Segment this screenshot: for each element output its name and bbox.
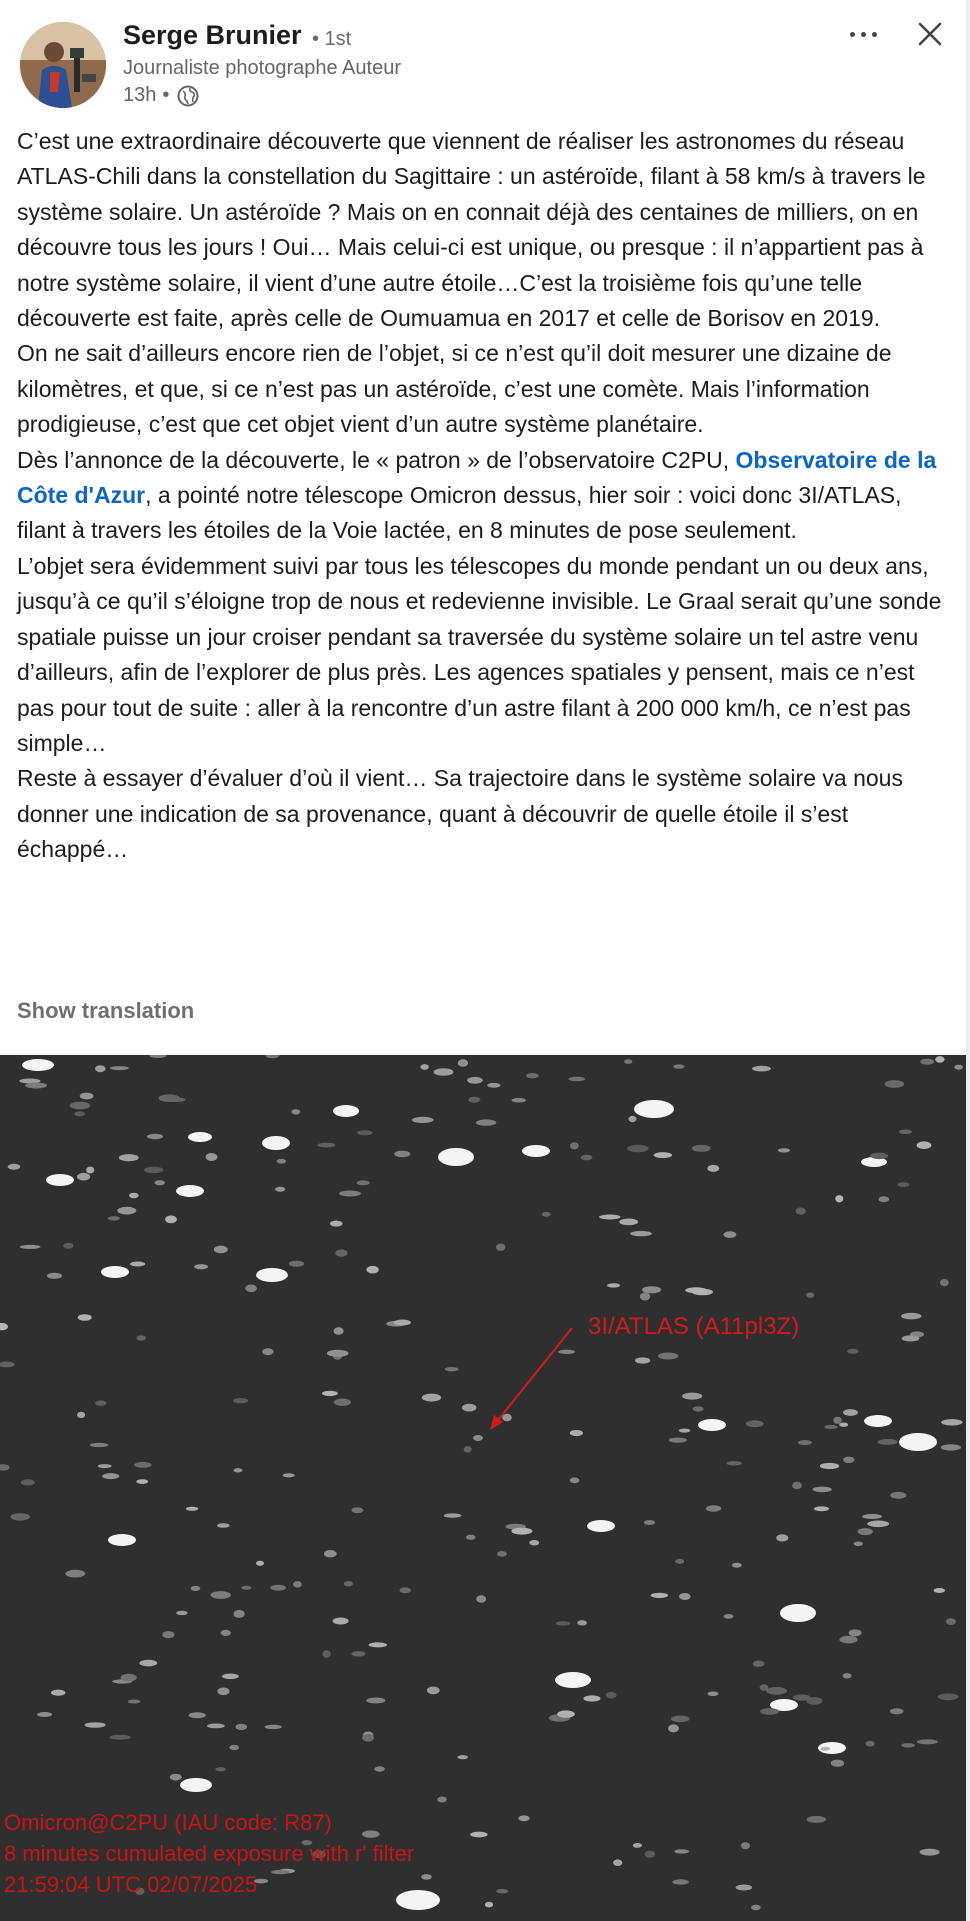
faint-star [642,1286,661,1293]
faint-star [558,1350,575,1354]
faint-star [98,1464,112,1468]
bright-star [22,1059,54,1071]
faint-star [102,1473,119,1479]
faint-star [529,1540,539,1546]
faint-star [870,1153,888,1160]
faint-star [121,1674,137,1682]
faint-star [708,1692,719,1697]
faint-star [557,1710,575,1717]
bright-star [522,1145,550,1157]
faint-star [820,1463,839,1469]
bright-star [396,1890,440,1910]
faint-star [793,1694,811,1700]
faint-star [941,1419,962,1425]
faint-star [899,1130,912,1134]
faint-star [119,1154,139,1161]
faint-star [760,1708,779,1715]
faint-star [466,1535,476,1540]
faint-star [583,1695,600,1701]
post-text [17,124,952,868]
bright-star [188,1132,212,1142]
faint-star [751,1905,761,1911]
faint-star [136,1479,148,1484]
faint-star [420,1064,428,1070]
faint-star [568,1077,585,1082]
faint-star [732,1563,742,1568]
faint-star [189,1712,206,1718]
faint-star [129,1193,139,1199]
faint-star [607,1283,620,1287]
faint-star [155,1180,165,1185]
faint-star [147,1134,163,1139]
faint-star [117,1207,136,1215]
faint-star [776,1534,788,1541]
faint-star [570,1430,583,1436]
faint-star [241,1586,251,1590]
bright-star [634,1100,674,1118]
faint-star [162,1631,174,1638]
faint-star [766,1687,787,1695]
faint-star [806,1292,814,1297]
faint-star [917,1141,932,1149]
faint-star [843,1409,858,1416]
faint-star [8,1164,21,1170]
faint-star [351,1651,365,1656]
faint-star [675,1559,684,1564]
faint-star [671,1716,689,1723]
faint-star [849,1629,862,1636]
faint-star [400,1587,412,1593]
faint-star [434,1068,454,1076]
faint-star [669,1438,687,1443]
faint-star [821,1747,830,1751]
post-image[interactable] [0,1055,966,1921]
bright-star [262,1136,290,1150]
faint-star [518,1815,529,1821]
faint-star [679,1593,690,1600]
author-name[interactable]: Serge Brunier [123,20,302,50]
ellipsis-dot [861,32,866,37]
faint-star [946,1618,956,1625]
faint-star [283,1473,295,1477]
faint-star [427,1687,440,1695]
faint-star [352,1507,364,1513]
faint-star [330,1221,343,1227]
faint-star [707,1165,719,1172]
faint-star [476,1595,486,1603]
faint-star [458,1059,468,1066]
faint-star [862,1514,882,1519]
faint-star [724,1231,737,1238]
faint-star [839,1423,848,1427]
faint-star [275,1187,285,1192]
faint-star [233,1398,248,1403]
faint-star [130,1262,145,1267]
faint-star [542,1212,551,1217]
faint-star [65,1570,85,1578]
faint-star [867,1521,889,1528]
ellipsis-dot [872,32,877,37]
faint-star [581,1155,593,1161]
faint-star [813,1487,832,1493]
faint-star [839,1636,857,1644]
faint-star [322,1391,338,1396]
faint-star [654,1152,672,1158]
bright-star [176,1185,204,1197]
bright-star [101,1266,129,1278]
faint-star [934,1588,945,1593]
faint-star [128,1700,141,1704]
faint-star [706,1505,721,1511]
faint-star [796,1208,806,1215]
faint-star [941,1444,961,1450]
faint-star [954,1065,962,1070]
faint-star [221,1630,231,1636]
bright-star [864,1415,892,1427]
faint-star [807,1816,826,1823]
faint-star [108,1216,120,1220]
paragraph-text: Dès l’annonce de la découverte, le « patron » de l’observatoire C2PU, [17,446,736,473]
faint-star [847,1349,858,1354]
faint-star [291,1109,300,1114]
faint-star [496,1889,508,1893]
faint-star [727,1461,742,1465]
faint-star [798,1440,812,1445]
faint-star [334,1399,351,1406]
post-paragraph: L’objet sera évidemment suivi par tous les télescopes du monde pendant un ou deux ans, jusqu’à ce qu’il s’éloigne trop de nous et redevienne invisible. Le Graal serait qu’une sonde spatiale puisse un jour croiser pendant sa traversée du système solaire un tel astre venu d’ailleurs, afin de l’explorer de plus près. Les agences spatiales y pensent, mais ce n’est pas pour tout de suite : aller à la rencontre d’un astre filant à 200 000 km/h, ce n’est pas simple… [17,552,942,756]
faint-star [633,1843,642,1848]
faint-star [753,1661,765,1667]
faint-star [21,1479,35,1485]
image-caption-line: 8 minutes cumulated exposure with r' filter [4,1841,415,1866]
faint-star [437,1797,446,1803]
faint-star [63,1243,73,1249]
bright-star [256,1268,288,1282]
bright-star [180,1778,212,1792]
meta-separator: • [162,84,170,106]
globe-icon [177,85,199,107]
faint-star [110,1735,131,1740]
faint-star [724,1614,734,1619]
faint-star [746,1420,764,1427]
close-button[interactable] [910,14,950,54]
faint-star [577,1620,587,1625]
faint-star [512,1098,526,1103]
paragraph-text: , a pointé notre télescope Omicron dessus, hier soir : voici donc 3I/ATLAS, filant à travers les étoiles de la Voie lactée, en 8 minutes de pose seulement. [17,482,902,544]
company-mention-link[interactable]: Observatoire de la Côte d'Azur [17,446,937,509]
faint-star [640,1293,650,1301]
faint-star [80,1093,94,1100]
faint-star [214,1246,228,1254]
faint-star [335,1250,347,1257]
faint-star [444,1513,461,1517]
faint-star [843,1457,854,1463]
faint-star [917,1739,938,1744]
faint-star [878,1439,898,1445]
faint-star [136,1335,146,1340]
faint-star [74,1111,85,1116]
faint-star [110,1066,129,1070]
faint-star [333,1618,349,1625]
faint-star [644,1520,655,1525]
faint-star [47,1273,62,1279]
faint-star [497,1551,507,1557]
faint-star [879,1196,890,1202]
post-paragraph [17,443,952,549]
faint-star [217,1523,230,1528]
faint-star [645,1851,656,1858]
faint-star [10,1513,30,1520]
faint-star [293,1581,302,1588]
faint-star [191,1586,201,1591]
faint-star [256,1561,264,1566]
faint-star [20,1245,41,1249]
faint-star [186,1507,198,1511]
faint-star [485,1902,493,1908]
faint-star [86,1167,94,1174]
faint-star [51,1690,65,1696]
faint-star [570,1142,579,1149]
faint-star [693,1406,704,1411]
faint-star [170,1774,182,1781]
faint-star [570,1477,580,1483]
faint-star [265,1725,282,1729]
bright-star [333,1105,359,1117]
faint-star [824,1425,837,1429]
show-translation-button[interactable]: Show translation [17,998,195,1023]
faint-star [95,1400,106,1406]
faint-star [814,1506,829,1511]
post-paragraph: Reste à essayer d’évaluer d’où il vient… Sa trajectoire dans le système solaire va nous donner une indication de sa provenance, quant à découvrir de quelle étoile il s’est échappé… [17,765,903,863]
faint-star [366,1266,378,1274]
faint-star [206,1153,218,1161]
faint-star [318,1143,336,1148]
faint-star [334,1327,344,1335]
faint-star [674,1849,689,1853]
faint-star [95,1065,105,1072]
ellipsis-icon [850,32,855,37]
faint-star [692,1145,711,1152]
faint-star [682,1393,702,1400]
target-label: 3I/ATLAS (A11pl3Z) [588,1313,800,1340]
faint-star [920,1849,940,1856]
faint-star [339,1191,361,1197]
bright-star [899,1433,937,1451]
faint-star [668,1724,679,1732]
image-caption-line: Omicron@C2PU (IAU code: R87) [4,1810,332,1835]
faint-star [470,1832,487,1838]
faint-star [90,1443,109,1447]
faint-star [835,1195,843,1202]
faint-star [658,1353,678,1360]
faint-star [139,1660,157,1667]
faint-star [77,1412,85,1418]
post-meta [123,84,199,107]
faint-star [606,1692,616,1699]
faint-star [369,1642,387,1647]
faint-star [672,1879,689,1884]
faint-star [736,1885,753,1891]
faint-star [624,1059,632,1064]
faint-star [412,1117,434,1123]
faint-star [858,1528,873,1535]
post-paragraph: C’est une extraordinaire découverte que viennent de réaliser les astronomes du réseau ATLAS-Chili dans la constellation du Sagittaire : un astéroïde, filant à 58 km/s à travers le système solaire. Un astéroïde ? Mais on en connait déjà des centaines de milliers, on en découvre tous les jours ! Oui… Mais celui-ci est unique, ou presque : il n’appartient pas à notre système solaire, il vient d’une autre étoile…C’est la troisième fois qu’une telle découverte est faite, après celle de Oumuamua en 2017 et celle de Borisov en 2019. [17,128,926,332]
target-object [473,1435,483,1441]
faint-star [165,1097,185,1102]
feed-border [966,0,970,1921]
faint-star [271,1870,290,1874]
faint-star [496,1244,505,1251]
close-icon [910,14,950,54]
faint-star [270,1585,286,1591]
faint-star [215,1767,225,1771]
faint-star [234,1468,243,1472]
faint-star [685,1287,707,1293]
avatar-photo [20,22,106,108]
faint-star [467,1077,483,1084]
faint-star [194,1264,208,1269]
faint-star [902,1335,920,1341]
faint-star [741,1842,750,1849]
faint-star [556,1621,571,1625]
author-avatar[interactable] [20,22,106,108]
faint-star [526,1073,539,1078]
image-caption-line: 21:59:04 UTC 02/07/2025 [4,1872,258,1897]
faint-star [940,1279,949,1286]
faint-star [901,1313,921,1320]
faint-star [627,1145,649,1152]
faint-star [476,1119,496,1125]
faint-star [673,1064,684,1068]
faint-star [630,1231,652,1236]
faint-star [234,1610,245,1618]
faint-star [229,1745,239,1750]
bright-star [108,1534,136,1546]
faint-star [619,1219,638,1226]
faint-star [357,1180,370,1185]
faint-star [629,1116,637,1122]
faint-star [78,1314,92,1321]
faint-star [236,1724,248,1730]
faint-star [792,1482,802,1490]
faint-star [854,1542,863,1547]
faint-star [211,1591,231,1599]
faint-star [831,1760,844,1767]
faint-star [464,1446,472,1452]
faint-star [323,1650,331,1658]
faint-star [165,1216,177,1224]
faint-star [599,1215,620,1220]
faint-star [885,1080,905,1088]
faint-star [327,1350,349,1357]
faint-star [468,1097,480,1103]
more-options-button[interactable] [844,16,884,52]
faint-star [362,1830,380,1837]
faint-star [502,1414,512,1422]
faint-star [374,1766,384,1771]
faint-star [344,1581,353,1586]
faint-star [760,1684,769,1691]
faint-star [394,1151,410,1158]
faint-star [277,1159,287,1164]
faint-star [935,1056,944,1063]
faint-star [890,1492,906,1499]
faint-star [511,1528,532,1535]
faint-star [457,1755,468,1759]
faint-star [897,1182,909,1187]
faint-star [613,1859,622,1866]
faint-star [487,1083,500,1088]
faint-star [752,1066,771,1072]
connection-degree: • 1st [312,28,352,50]
faint-star [37,1712,52,1717]
faint-star [890,1708,904,1714]
faint-star [245,1285,257,1293]
faint-star [25,1083,47,1089]
bright-star [587,1520,615,1532]
post-paragraph: On ne sait d’ailleurs encore rien de l’objet, si ce n’est qu’il doit mesurer une dizaine de kilomètres, et que, si ce n’est pas un astéroïde, c’est une comète. Mais l’information prodigieuse, c’est que cet objet vient d’un autre système planétaire. [17,340,892,438]
faint-star [134,1462,151,1468]
bright-star [780,1604,816,1622]
faint-star [778,1148,790,1152]
faint-star [901,1743,915,1747]
faint-star [357,1130,372,1135]
faint-star [843,1673,852,1678]
faint-star [289,1261,304,1267]
faint-star [77,1173,90,1181]
faint-star [679,1429,691,1433]
faint-star [222,1674,239,1680]
faint-star [217,1688,229,1696]
bright-star [698,1419,726,1431]
bright-star [46,1174,74,1186]
faint-star [70,1102,90,1110]
faint-star [144,1167,163,1174]
faint-star [366,1698,385,1704]
bright-star [438,1148,474,1166]
faint-star [938,1693,959,1700]
faint-star [445,1367,459,1371]
faint-star [866,1741,875,1747]
faint-star [85,1722,106,1728]
faint-star [207,1724,225,1729]
faint-star [422,1394,441,1402]
faint-star [421,1874,432,1880]
faint-star [920,1059,934,1065]
faint-star [394,1320,411,1326]
faint-star [651,1593,668,1598]
starfield-image [0,1055,966,1921]
author-headline: Journaliste photographe Auteur [123,57,401,79]
faint-star [635,1357,650,1363]
faint-star [833,1417,841,1424]
bright-star [555,1672,591,1688]
faint-star [324,1550,337,1557]
faint-star [176,1611,188,1615]
faint-star [362,1734,374,1742]
faint-star [262,1348,273,1355]
faint-star [462,1404,477,1412]
post-time: 13h [123,84,157,106]
